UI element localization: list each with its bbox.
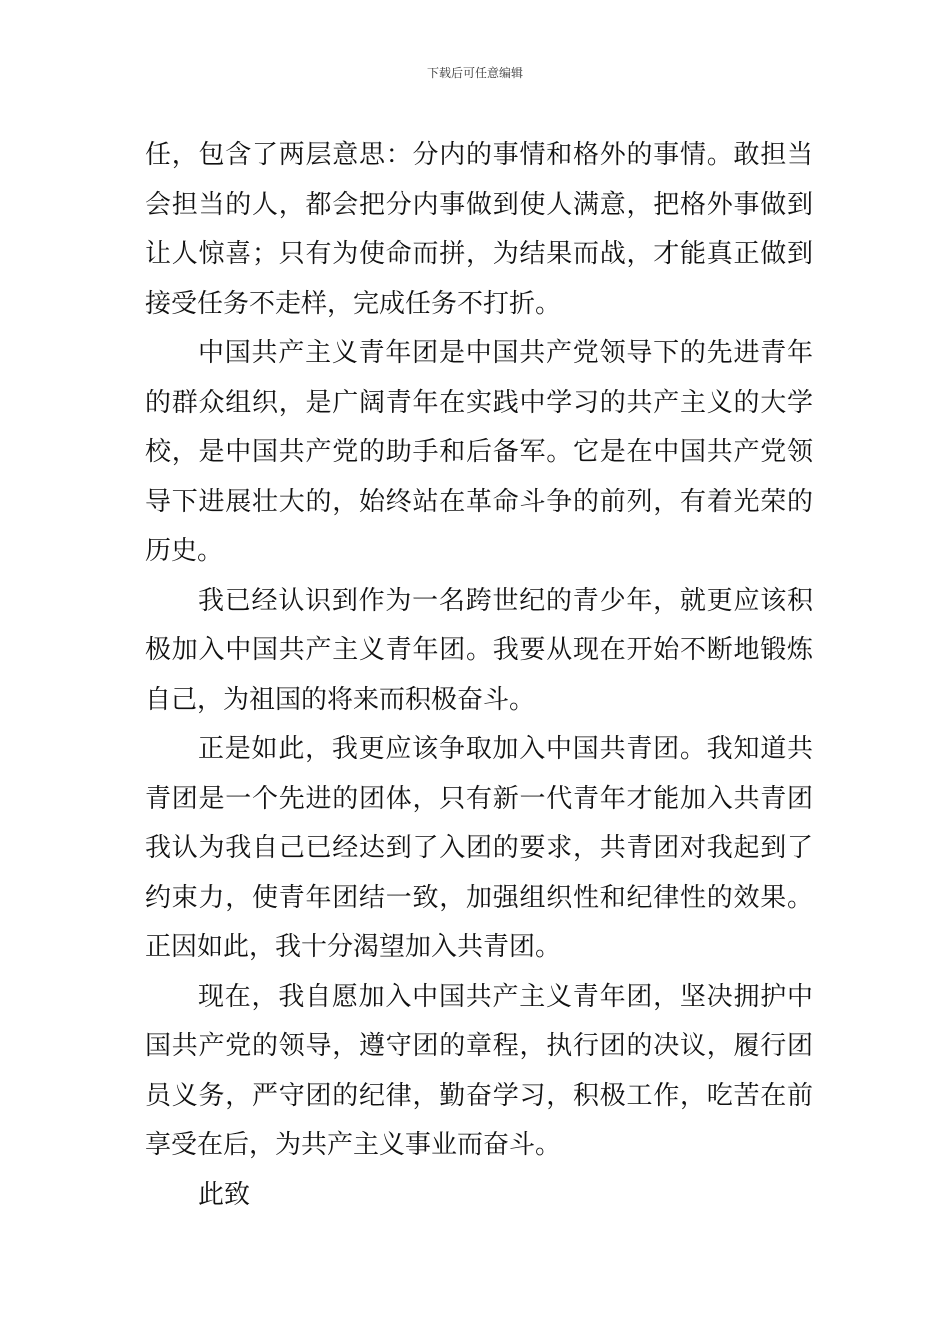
text-line: 青团是一个先进的团体，只有新一代青年才能加入共青团 [145, 783, 813, 814]
document-body [145, 131, 813, 1220]
text-line: 极加入中国共产主义青年团。我要从现在开始不断地锻炼 [145, 635, 813, 665]
text-line: 我认为我自己已经达到了入团的要求，共青团对我起到了 [145, 833, 813, 863]
text-line: 历史。 [145, 536, 224, 566]
text-line: 自己，为祖国的将来而积极奋斗。 [145, 684, 536, 715]
text-line: 中国共产主义青年团是中国共产党领导下的先进青年 [198, 338, 813, 368]
text-line: 正因如此，我十分渴望加入共青团。 [145, 932, 562, 962]
paragraph-5 [145, 973, 813, 1171]
paragraph-2 [145, 329, 813, 577]
text-line: 现在，我自愿加入中国共产主义青年团，坚决拥护中 [198, 981, 813, 1012]
closing-salutation [145, 1171, 813, 1221]
text-line: 国共产党的领导，遵守团的章程，执行团的决议，履行团 [145, 1031, 813, 1061]
text-line: 让人惊喜；只有为使命而拼，为结果而战，才能真正做到 [145, 239, 813, 269]
paragraph-1 [145, 131, 813, 329]
text-line: 校，是中国共产党的助手和后备军。它是在中国共产党领 [145, 437, 813, 467]
paragraph-3 [145, 577, 813, 726]
text-line: 我已经认识到作为一名跨世纪的青少年，就更应该积 [198, 585, 813, 616]
page-header: 下载后可任意编辑 [426, 66, 523, 80]
text-line: 此致 [198, 1179, 251, 1210]
text-line: 员义务，严守团的纪律，勤奋学习，积极工作，吃苦在前 [145, 1080, 813, 1111]
paragraph-4 [145, 725, 813, 973]
text-line: 会担当的人，都会把分内事做到使人满意，把格外事做到 [145, 189, 813, 220]
text-line: 享受在后，为共产主义事业而奋斗。 [145, 1130, 562, 1160]
text-line: 约束力，使青年团结一致，加强组织性和纪律性的效果。 [145, 882, 813, 913]
text-line: 正是如此，我更应该争取加入中国共青团。我知道共 [198, 734, 813, 764]
text-line: 导下进展壮大的，始终站在革命斗争的前列，有着光荣的 [145, 486, 813, 517]
text-line: 的群众组织，是广阔青年在实践中学习的共产主义的大学 [145, 387, 813, 418]
text-line: 接受任务不走样，完成任务不打折。 [145, 288, 562, 319]
text-line: 任，包含了两层意思：分内的事情和格外的事情。敢担当 [145, 140, 813, 170]
